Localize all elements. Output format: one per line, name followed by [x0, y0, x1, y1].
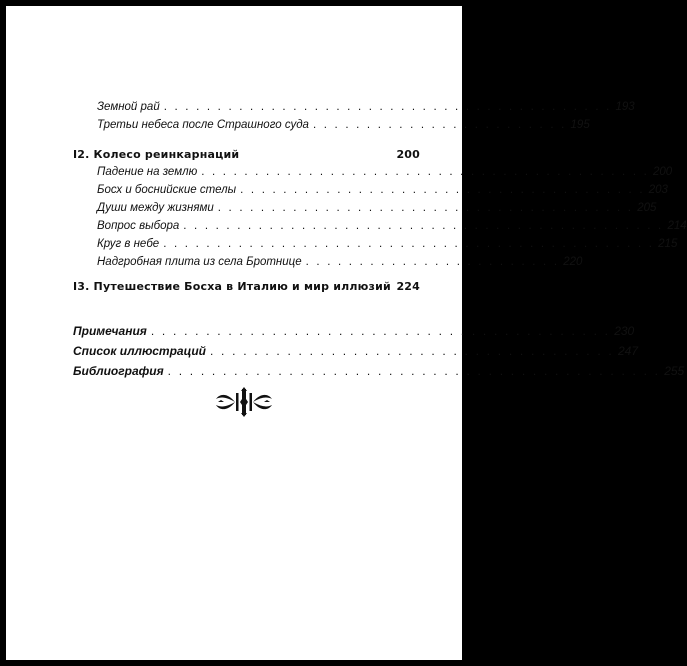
dot-leader: . . . . . . . . . . . . . . . . . . . . . . . .: [312, 119, 567, 131]
toc-entry-page: 247: [617, 344, 638, 358]
toc-entry-page: 200: [653, 166, 673, 178]
toc-entry-page: 214: [667, 220, 687, 232]
toc-entry-title: Босх и боснийские стелы: [97, 184, 237, 196]
toc-entry-title: Вопрос выбора: [97, 220, 180, 232]
toc-entry-page: 193: [615, 101, 635, 113]
toc-chapter-heading[interactable]: [73, 148, 420, 161]
dot-leader: . . . . . . . . . . . . . . . . . . . . . . . . . . . . . . . . . . . . . . . . . . . . . .: [163, 238, 655, 250]
dot-leader: . . . . . . . . . . . . . . . . . . . . . . . . . . . . . . . . . . . . . . . . . . . . .: [167, 364, 661, 378]
toc-entry-title: Круг в небе: [97, 238, 160, 250]
toc-back-matter-entry[interactable]: [73, 344, 638, 358]
toc-entry-page: 215: [658, 238, 678, 250]
toc-chapter-heading[interactable]: [73, 280, 420, 293]
toc-entry-title: Примечания: [73, 324, 147, 338]
toc-entry[interactable]: [97, 119, 590, 131]
toc-entry[interactable]: [97, 202, 657, 214]
toc-back-matter-entry[interactable]: [73, 324, 635, 338]
dot-leader: . . . . . . . . . . . . . . . . . . . . . . . . . . . . . . . . . . . . . . . . . .: [150, 324, 611, 338]
toc-entry-page: 203: [648, 184, 668, 196]
toc-entry-page: 230: [614, 324, 635, 338]
floral-ornament-icon: [214, 387, 274, 417]
toc-entry-page: 195: [570, 119, 590, 131]
toc-entry[interactable]: [97, 238, 678, 250]
toc-entry[interactable]: [97, 101, 635, 113]
chapter-title: I3. Путешествие Босха в Италию и мир иллюзий: [73, 280, 391, 293]
toc-entry[interactable]: [97, 256, 583, 268]
toc-back-matter-entry[interactable]: [73, 364, 685, 378]
toc-entry-title: Надгробная плита из села Бротнице: [97, 256, 302, 268]
dot-leader: . . . . . . . . . . . . . . . . . . . . . . . . . . . . . . . . . . . . . . . . . . . . .: [183, 220, 664, 232]
toc-entry-page: 220: [563, 256, 583, 268]
dot-leader: . . . . . . . . . . . . . . . . . . . . . . . .: [305, 256, 560, 268]
toc-entry[interactable]: [97, 220, 687, 232]
chapter-page: 200: [396, 148, 420, 161]
dot-leader: . . . . . . . . . . . . . . . . . . . . . . . . . . . . . . . . . . . . . . . . . .: [163, 101, 612, 113]
toc-entry[interactable]: [97, 166, 673, 178]
chapter-page: 224: [396, 280, 420, 293]
chapter-title: I2. Колесо реинкарнаций: [73, 148, 240, 161]
toc-entry-page: 205: [637, 202, 657, 214]
toc-entry-page: 255: [664, 364, 685, 378]
toc-entry-title: Библиография: [73, 364, 164, 378]
dot-leader: . . . . . . . . . . . . . . . . . . . . . . . . . . . . . . . . . . . . . . . . . .: [201, 166, 650, 178]
toc-entry-title: Третьи небеса после Страшного суда: [97, 119, 309, 131]
toc-entry[interactable]: [97, 184, 668, 196]
book-page: [6, 6, 687, 660]
dot-leader: . . . . . . . . . . . . . . . . . . . . . . . . . . . . . . . . . . . . .: [209, 344, 614, 358]
toc-entry-title: Падение на землю: [97, 166, 198, 178]
toc-entry-title: Земной рай: [97, 101, 160, 113]
toc-entry-title: Души между жизнями: [97, 202, 214, 214]
dot-leader: . . . . . . . . . . . . . . . . . . . . . . . . . . . . . . . . . . . . . .: [240, 184, 645, 196]
dot-leader: . . . . . . . . . . . . . . . . . . . . . . . . . . . . . . . . . . . . . . .: [217, 202, 634, 214]
toc-entry-title: Список иллюстраций: [73, 344, 206, 358]
